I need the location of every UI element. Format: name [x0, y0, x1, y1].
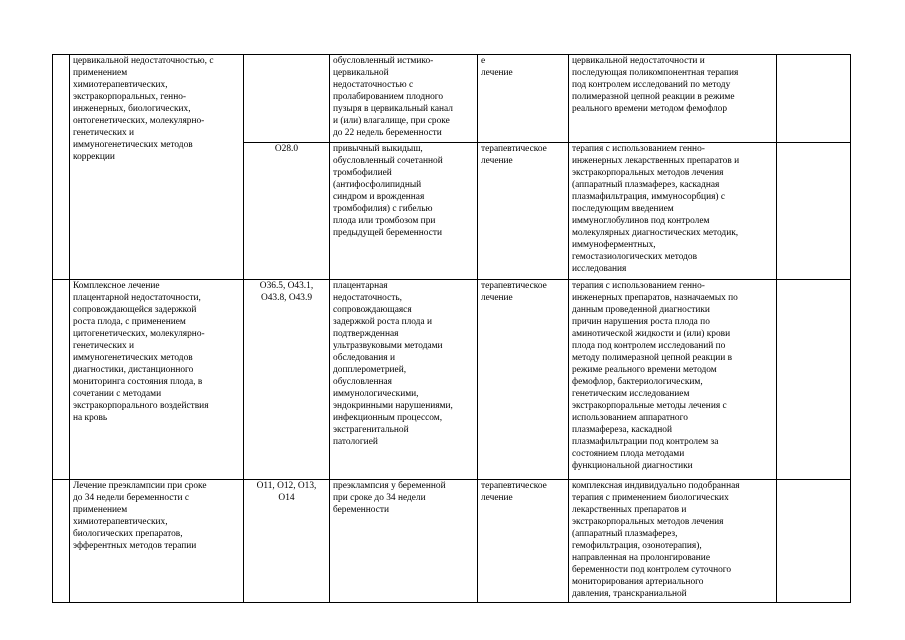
icd-code-cell: O36.5, O43.1, O43.8, O43.9	[244, 280, 330, 480]
care-type-cell: Лечение преэклампсии при сроке до 34 недели беременности с применением химиотерапевтических, биологических препаратов, эфферентных методов терапии	[70, 480, 244, 603]
table-row	[53, 480, 851, 603]
treatment-method-cell: цервикальной недостаточности и последующая поликомпонентная терапия под контролем исследований по методу полимеразной цепной реакции в режиме реального времени методом фемофлор	[569, 55, 777, 143]
treatment-method-cell: комплексная индивидуально подобранная терапия с применением биологических лекарственных препаратов и экстракорпоральных методов лечения (аппаратный плазмаферез, гемофильтрация, озонотерапия), направленная на пролонгирование беременности под контролем суточного мониторирования артериального давления, транскраниальной	[569, 480, 777, 603]
cost-cell	[777, 55, 851, 143]
icd-code-cell: O11, O12, O13, O14	[244, 480, 330, 603]
cost-cell	[777, 280, 851, 480]
icd-code-cell: O28.0	[244, 143, 330, 280]
treatment-type-cell: терапевтическое лечение	[478, 143, 569, 280]
treatment-method-cell: терапия с использованием генно- инженерных препаратов, назначаемых по данным проведенной диагностики причин нарушения роста плода по аминотической жидкости и (или) крови плода под контролем исследований по методу полимеразной цепной реакции в режиме реального времени методом фемофлор, бактериологическим, генетическим исследованием экстракорпоральные методы лечения с использованием аппаратного плазмафереза, каскадной плазмафильтрации под контролем за состоянием плода методами функциональной диагностики	[569, 280, 777, 480]
icd-code-cell	[244, 55, 330, 143]
care-type-cell: цервикальной недостаточностью, с применением химиотерапевтических, экстракорпоральных, генно- инженерных, биологических, онтогенетических, молекулярно- генетических и иммуногенетических методов коррекции	[70, 55, 244, 280]
treatment-type-cell: терапевтическое лечение	[478, 280, 569, 480]
table-row	[53, 280, 851, 480]
treatment-method-cell: терапия с использованием генно- инженерных лекарственных препаратов и экстракорпоральных методов лечения (аппаратный плазмаферез, каскадная плазмафильтрация, иммуносорбция) с последующим введением иммуноглобулинов под контролем молекулярных диагностических методик, иммуноферментных, гемостазиологических методов исследования	[569, 143, 777, 280]
patient-model-cell: обусловленный истмико- цервикальной недостаточностью с пролабированием плодного пузыря в цервикальный канал и (или) влагалище, при сроке до 22 недель беременности	[330, 55, 478, 143]
cost-cell	[777, 480, 851, 603]
row-number-cell	[53, 55, 70, 280]
table-row	[53, 55, 851, 143]
patient-model-cell: преэклампсия у беременной при сроке до 34 недели беременности	[330, 480, 478, 603]
row-number-cell	[53, 480, 70, 603]
treatment-type-cell: е лечение	[478, 55, 569, 143]
cost-cell	[777, 143, 851, 280]
patient-model-cell: плацентарная недостаточность, сопровождающаяся задержкой роста плода и подтвержденная ультразвуковыми методами обследования и допплерометрией, обусловленная иммунологическими, эндокринными нарушениями, инфекционным процессом, экстрагенитальной патологией	[330, 280, 478, 480]
row-number-cell	[53, 280, 70, 480]
care-type-cell: Комплексное лечение плацентарной недостаточности, сопровождающейся задержкой роста плода, с применением цитогенетических, молекулярно- генетических и иммуногенетических методов диагностики, дистанционного мониторинга состояния плода, в сочетании с методами экстракорпорального воздействия на кровь	[70, 280, 244, 480]
treatment-type-cell: терапевтическое лечение	[478, 480, 569, 603]
treatment-table	[52, 54, 851, 603]
patient-model-cell: привычный выкидыш, обусловленный сочетанной тромбофилией (антифосфолипидный синдром и врожденная тромбофилия) с гибелью плода или тромбозом при предыдущей беременности	[330, 143, 478, 280]
